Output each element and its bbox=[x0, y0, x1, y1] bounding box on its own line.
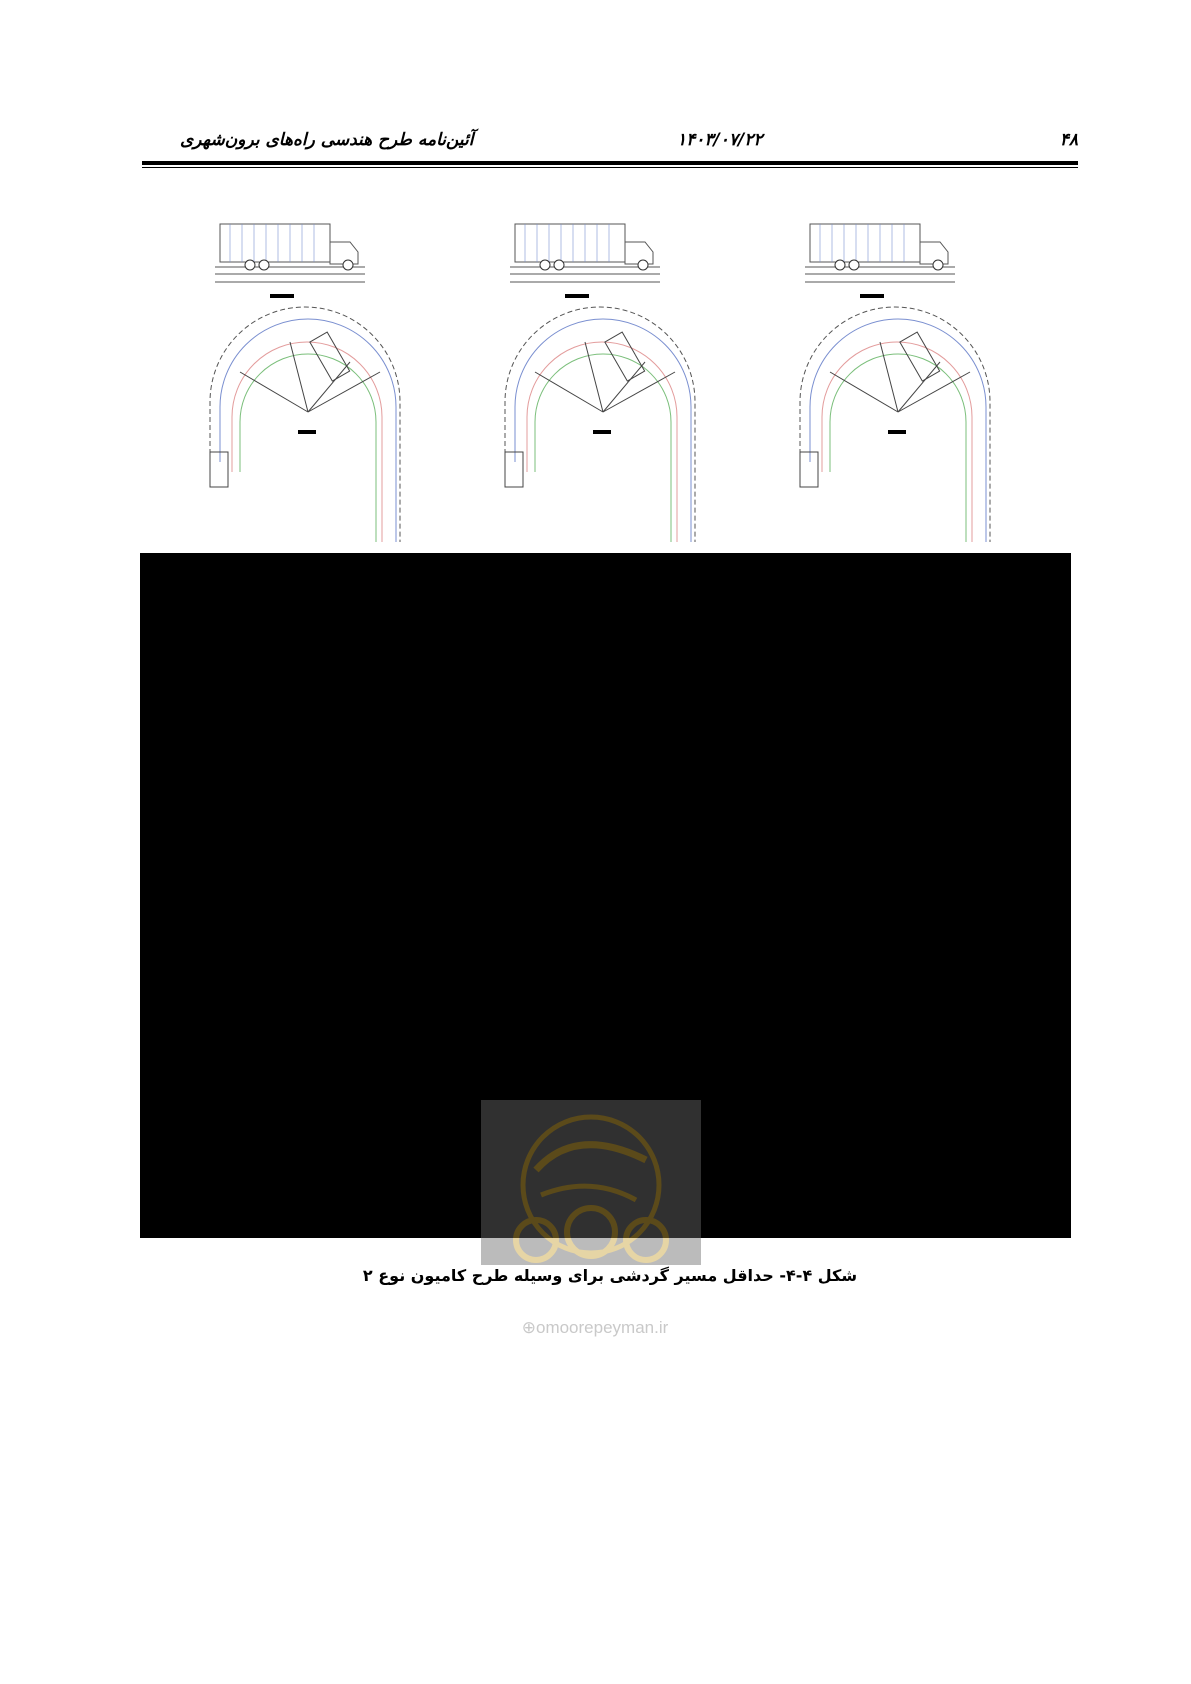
header-rule-thin bbox=[142, 167, 1078, 168]
watermark-site-text bbox=[495, 1318, 695, 1338]
turning-path-panel-1 bbox=[200, 212, 440, 552]
turning-path-panel-3 bbox=[790, 212, 1030, 552]
omoorepeyman-logo bbox=[481, 1100, 701, 1265]
turning-path-panel-2 bbox=[495, 212, 735, 552]
running-header bbox=[142, 128, 1078, 158]
globe-icon: ⊕ bbox=[521, 1318, 536, 1337]
header-title: آئین‌نامه طرح هندسی راه‌های برون‌شهری bbox=[180, 130, 474, 150]
watermark-site: omoorepeyman.ir bbox=[535, 1318, 669, 1337]
header-rule-thick bbox=[142, 161, 1078, 165]
figure-caption: شکل ۴-۴- حداقل مسیر گردشی برای وسیله طرح کامیون نوع ۲ bbox=[362, 1266, 858, 1285]
turning-path-figure bbox=[200, 212, 1030, 552]
page-number: ۴۸ bbox=[1059, 130, 1078, 150]
header-date: ۱۴۰۳/۰۷/۲۲ bbox=[677, 130, 763, 150]
